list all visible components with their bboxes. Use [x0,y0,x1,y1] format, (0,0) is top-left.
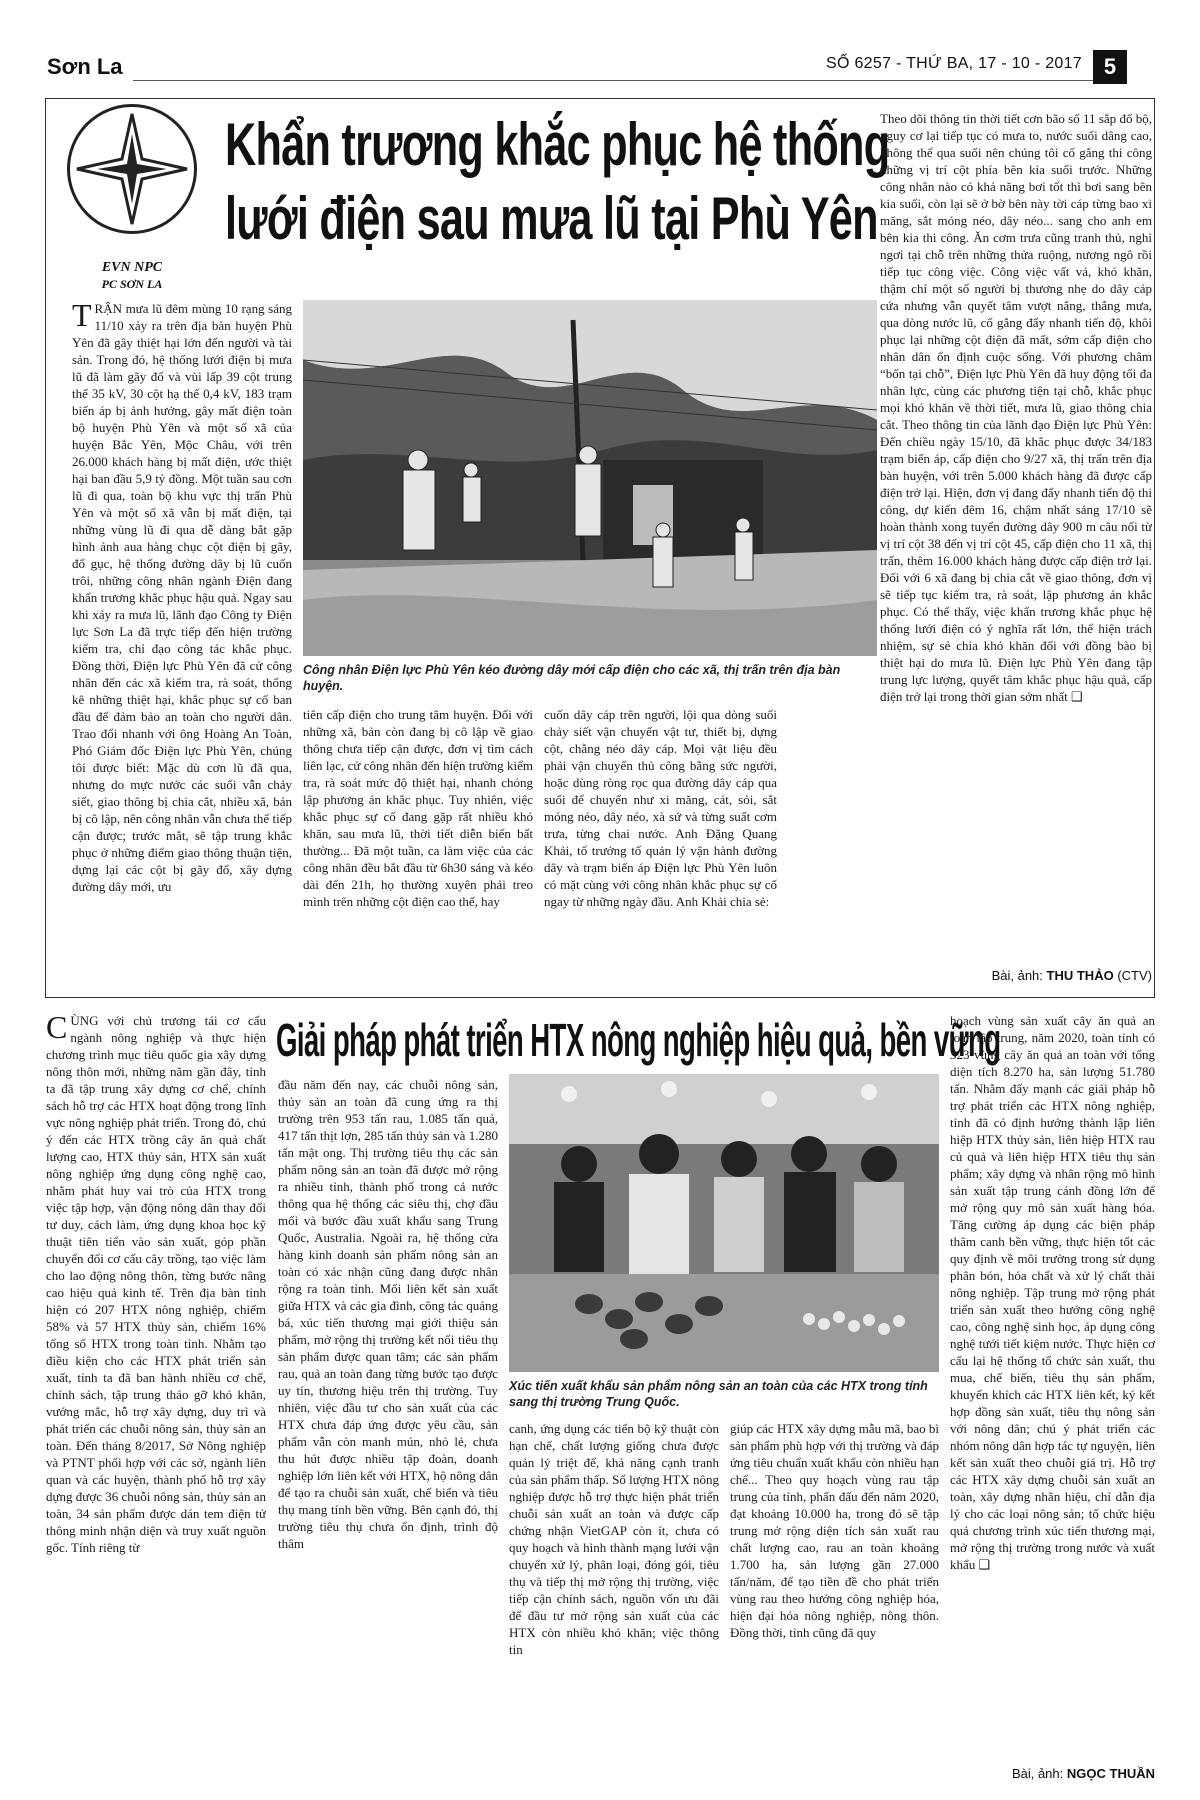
section-name: Sơn La [47,54,123,79]
article1-col1-text: RẬN mưa lũ đêm mùng 10 rạng sáng 11/10 xảy ra trên địa bàn huyện Phù Yên đã gây thiệt hại lớn đến người và tài sản. Trong đó, hệ thống lưới điện bị mưa lũ đã làm gãy đổ và vùi lấp 39 cột trung thế 35 kV, 30 cột hạ thế 0,4 kV, 183 trạm biến áp bị ảnh hưởng, gây mất điện toàn bộ huyện Phù Yên và một số xã của huyện Bắc Yên, Mộc Châu, với trên 26.000 khách hàng bị mất điện, ước thiệt hại ban đầu 5,9 tỷ đồng. Một tuần sau cơn lũ đi qua, toàn bộ khu vực thị trấn Phù Yên và một số xã vẫn bị mất điện, tại những vùng lũ đi qua dễ dàng bắt gặp hình ảnh aua hàng chục cột điện bị gãy, đổ gục, hệ thống đường dây bị lũ cuốn trôi, những công nhân ngành Điện đang khẩn trương khắc phục hậu quả. Ngay sau khi xảy ra mưa lũ, lãnh đạo Công ty Điện lực Sơn La đã trực tiếp đến hiện trường kiểm tra, chỉ đạo công tác khắc phục. Đồng thời, Điện lực Phù Yên đã cử công nhân đến các xã kiểm tra, rà soát, thống kê những thiệt hại, khắc phục sự cố ban đầu để đảm bảo an toàn cho người dân. Trao đổi nhanh với ông Hoàng An Toàn, Phó Giám đốc Điện lực Phù Yên, chúng tôi được biết: Mặc dù cơn lũ đã qua, nhưng do mực nước các suối vẫn chảy siết, giao thông bị chia cắt, nhiều xã, bản bị cô lập, nên công nhân vẫn chưa thể tiếp cận được; trước mắt, sẽ tập trung khắc phục ở những điểm giao thông thuận tiện, dựng lại các cột bị gãy đổ, xây dựng đường dây mới, ưu [72,301,292,894]
logo-line-1: EVN NPC [101,260,163,275]
article2-column-4: giúp các HTX xây dựng mẫu mã, bao bì sản phẩm phù hợp với thị trường và đáp ứng tiêu chuẩn xuất khẩu còn nhiều hạn chế... Theo quy hoạch vùng rau tập trung của tỉnh, phấn đấu đến năm 2020, đạt khoảng 10.000 ha, trong đó sẽ tập trung mở rộng diện tích sản xuất rau chất lượng cao, rau an toàn khoảng 1.700 ha, sản lượng gần 27.000 tấn/năm, để tạo tiền đề cho phát triển vùng rau theo hướng công nghiệp hóa, hiện đại hóa nông nghiệp, nông thôn. Đồng thời, tỉnh cũng đã quy [730,1421,939,1640]
logo-text [62,260,202,292]
article2-col1-text: ÙNG với chủ trương tái cơ cấu ngành nông nghiệp và thực hiện chương trình mục tiêu quốc gia xây dựng nông thôn mới, những năm gần đây, tỉnh ta đã tập trung xây dựng cơ chế, chính sách hỗ trợ các HTX hoạt động trong lĩnh vực nông nghiệp phát triển. Trong đó, chú ý đến các HTX trồng cây ăn quả chất lượng cao, HTX thủy sản, HTX sản xuất nông nghiệp ứng dụng công nghệ cao, nhằm phát huy vai trò của HTX trong việc tập hợp, vận động nông dân thay đổi tư duy, cách làm, ứng dụng khoa học kỹ thuật tiên tiến vào sản xuất, góp phần chuyển đổi cơ cấu cây trồng, tạo việc làm cho lao động nông thôn, từng bước nâng cao hiệu quả kinh tế. Trên địa bàn tỉnh hiện có 207 HTX nông nghiệp, chiếm 58% và 57 HTX thủy sản, chiếm 16% tổng số HTX trong toàn tỉnh. Nhằm tạo điều kiện cho các HTX phát triển sản xuất, tỉnh ta đã ban hành nhiều cơ chế, chính sách, tập trung tháo gỡ khó khăn, vướng mắc, hỗ trợ xây dựng, duy trì và phát triển các chuỗi nông sản, thủy sản an toàn. Đến tháng 8/2017, Sở Nông nghiệp và PTNT phối hợp với các sở, ngành liên quan và các huyện, thành phố hỗ trợ xây dựng được 36 chuỗi nông sản, thủy sản an toàn, 34 sản phẩm được dán tem điện tử thông minh nhận diện và truy xuất nguồn gốc. Tính riêng từ [46,1013,266,1555]
article1-column-4: Theo dõi thông tin thời tiết cơn bão số 11 sắp đổ bộ, nguy cơ lại tiếp tục có mưa to, nước suối dâng cao, không thể qua suối nên chúng tôi cố gắng thi công những vị trí cột phía bên kia suối trước. Những công nhân nào có khả năng bơi tốt thì bơi sang bên kia suối, còn lại sẽ ở bờ bên này tời cáp từng bao xi măng, sắt móng néo, dây néo... sang cho anh em bên kia thi công. Ăn cơm trưa cũng tranh thủ, nghỉ ngơi tại chỗ trên những thửa ruộng, nương ngô rồi tiếp tục công việc. Công việc vất vả, khó khăn, thậm chí một số người bị thương nhẹ do dây cáp cứa nhưng vẫn quyết tâm vượt nắng, thắng mưa, qua dòng nước lũ, cố gắng đẩy nhanh tiến độ, khôi phục lại những cột điện đã mất, sớm cấp điện cho nhân dân ổn định cuộc sống. Với phương châm “bốn tại chỗ”, Điện lực Phù Yên đã huy động tối đa nhân lực, cùng các phương tiện tại chỗ, khắc phục mọi khó khăn về thời tiết, mưa lũ, giao thông chia cắt. Theo thông tin của lãnh đạo Điện lực Phù Yên: Đến chiều ngày 15/10, đã khắc phục được 34/183 trạm biến áp, cấp điện cho 9/27 xã, thị trấn trên địa bàn huyện, với trên 5.000 khách hàng đã được cấp điện trở lại. Hiện, đơn vị đang đẩy nhanh tiến độ thi công, dự kiến đêm 16, chậm nhất sáng 17/10 sẽ hoàn thành xong tuyến đường dây 900 m câu nối từ vị trí cột 38 đến vị trí cột 45, cấp điện cho 11 xã, thị trấn, thêm 16.000 khách hàng được cấp điện trở lại. Đối với 6 xã đang bị chia cắt về giao thông, đơn vị sẽ tiếp tục kiểm tra, rà soát, lập phương án khắc phục. Có thể thấy, việc khẩn trương khắc phục hệ thống lưới điện có ý nghĩa rất lớn, thể hiện trách nhiệm, sự sẻ chia khó khăn đối với đồng bào bị thiệt hại do mưa lũ. Điện lực Phù Yên đang tập trung lực lượng, quyết tâm khắc phục hậu quả, cấp điện trở lại trong thời gian sớm nhất ❑ [880,111,1152,704]
article2-caption: Xúc tiến xuất khẩu sản phẩm nông sản an toàn của các HTX trong tỉnh sang thị trường Trung Quốc. [509,1379,928,1409]
article1-column-2: tiên cấp điện cho trung tâm huyện. Đối với những xã, bản còn đang bị cô lập về giao thông chưa tiếp cận được, đơn vị tìm cách liên lạc, cử công nhân đến hiện trường kiểm tra, rà soát mức độ thiệt hại, nhanh chóng lập phương án khắc phục. Tuy nhiên, việc khắc phục sự cố đang gặp rất nhiều khó khăn, sau mưa lũ, thời tiết diễn biến bất thường... Đã một tuần, ca làm việc của các công nhân đều bắt đầu từ 6h30 sáng và kéo dài đến 21h, họ thường xuyên phải treo mình trên những cột điện cao thế, hay [303,707,533,909]
article2-column-5: hoạch vùng sản xuất cây ăn quả an toàn tập trung, năm 2020, toàn tỉnh có 323 vùng cây ăn quả an toàn với tổng diện tích 8.270 ha, sản lượng 51.780 tấn. Nhằm đẩy mạnh các giải pháp hỗ trợ phát triển các HTX nông nghiệp, tỉnh đã có định hướng thành lập liên hiệp HTX thủy sản, liên hiệp HTX rau củ quả và liên hiệp HTX tiêu thụ sản phẩm; xây dựng và nhân rộng mô hình sản xuất tập trung cánh đồng lớn để mở rộng quy mô sản xuất hàng hóa. Tăng cường áp dụng các biện pháp thâm canh bền vững, thực hiện tốt các quy định về môi trường trong sử dụng phân bón, hóa chất và xử lý chất thải nông nghiệp. Tập trung mở rộng phát triển sản xuất theo hướng công nghệ cao, công nghệ sinh học, áp dụng công nghệ tưới tiết kiệm nước. Thực hiện cơ cấu lại hệ thống tổ chức sản xuất, thu mua, chế biến, tiêu thụ sản phẩm, khuyến khích các HTX liên kết, ký kết hợp đồng sản xuất, tiêu thụ nông sản với nông dân; chú ý phát triển các nhóm nông dân hợp tác tự nguyện, liên kết sản xuất theo chuỗi giá trị. Hỗ trợ các HTX xây dựng chuỗi sản xuất an toàn, xây dựng nhãn hiệu, chỉ dẫn địa lý cho các loại nông sản; tổ chức hiệu quả chương trình xúc tiến thương mại, mở rộng thị trường trong nước và xuất khẩu ❑ [950,1013,1155,1572]
credit-name: THU THẢO [1046,968,1114,983]
photo-image-2 [509,1074,939,1372]
credit-suffix: (CTV) [1117,968,1152,983]
article2-credit [950,1766,1155,1786]
dropcap-2: C [46,1012,68,1045]
article2-headline: Giải pháp phát triển HTX nông nghiệp hiệu quả, bền vững [276,1014,1001,1066]
issue-info: SỐ 6257 - THỨ BA, 17 - 10 - 2017 [826,55,1082,72]
headline-line-1: Khẩn trương khắc phục hệ thống [225,111,890,178]
credit-prefix: Bài, ảnh: [991,968,1043,983]
credit-prefix-2: Bài, ảnh: [1011,1766,1064,1781]
article1-credit [880,968,1152,988]
article1-column-1 [72,300,292,960]
article2-column-3: canh, ứng dụng các tiến bộ kỹ thuật còn hạn chế, chất lượng giống chưa được quản lý triệt để, khả năng cạnh tranh của sản phẩm thấp. Số lượng HTX nông nghiệp được hỗ trợ thực hiện phát triển chuỗi sản xuất an toàn và được cấp chứng nhận VietGAP còn ít, chưa có quy hoạch và hình thành mạng lưới vận chuyển xử lý, phân loại, đóng gói, tiêu thụ và tiếp thị mở rộng thị trường, việc tiếp cận chính sách, nguồn vốn ưu đãi để đầu tư mở rộng sản xuất của các HTX còn nhiều khó khăn; việc thông tin [509,1421,719,1657]
header-rule [133,80,1100,81]
credit-name-2: NGỌC THUẦN [1066,1766,1155,1781]
headline-line-2: lưới điện sau mưa lũ tại Phù Yên [225,185,878,252]
article1-headline [225,108,890,256]
photo-image [303,300,877,656]
evn-logo [62,104,202,294]
trade-promotion-photo [509,1074,939,1372]
star-icon [67,104,197,234]
article2-column-1 [46,1012,266,1742]
dropcap: T [72,300,92,333]
article2-column-2: đầu năm đến nay, các chuỗi nông sản, thủy sản an toàn đã cung ứng ra thị trường trên 953 tấn rau, 1.085 tấn quả, 417 tấn thịt lợn, 285 tấn thủy sản và 1.280 tấn mật ong. Thị trường tiêu thụ các sản phẩm nông sản an toàn đã được mở rộng ra nhiều tỉnh, thành phố trong cả nước thông qua hệ thống các siêu thị, chợ đầu mối và bước đầu xuất khẩu sang Trung Quốc, Australia. Ngoài ra, hệ thống cửa hàng kinh doanh sản phẩm nông sản an toàn có xác nhận cũng đang được nhân rộng ra toàn tỉnh. Mối liên kết sản xuất giữa HTX và các gia đình, công tác quảng bá, xúc tiến thương mại giới thiệu sản phẩm, mở rộng thị trường kết nối tiêu thụ sản phẩm được quan tâm; các sản phẩm rau, quả an toàn đang từng bước tạo được uy tín, thương hiệu trên thị trường. Tuy nhiên, việc đầu tư cho sản xuất của các HTX chưa đáp ứng được yêu cầu, sản phẩm vẫn còn manh mún, nhỏ lẻ, chưa thu hút được nhiều tập đoàn, doanh nghiệp lớn liên kết với HTX, hộ nông dân để tạo ra chuỗi sản xuất, chế biến và tiêu thụ mang tính bền vững. Bên cạnh đó, thị trường tiêu thụ chưa ổn định, trình độ thâm [278,1077,498,1551]
logo-line-2: PC SƠN LA [101,277,163,291]
article1-caption: Công nhân Điện lực Phù Yên kéo đường dây mới cấp điện cho các xã, thị trấn trên địa bàn huyện. [303,663,841,693]
page-header [40,52,1155,92]
page-number: 5 [1093,50,1127,84]
power-workers-photo [303,300,877,656]
article1-column-3: cuốn dây cáp trên người, lội qua dòng suối chảy siết vận chuyển vật tư, thiết bị, dựng cột, chằng néo dây cáp. Mọi vật liệu đều phải vận chuyển thủ công bằng sức người, hoặc dùng ròng rọc qua đường dây cáp qua suối để chuyển như xi măng, cát, sỏi, sắt móng néo, dây néo, xà sứ và từng suất cơm trưa, từng chai nước. Anh Đặng Quang Khải, tổ trưởng tổ quản lý vận hành đường dây và trạm biến áp Điện lực Phù Yên luôn có mặt cùng với công nhân khắc phục sự cố ngay từ những ngày đầu. Anh Khải chia sẻ: [544,707,777,909]
